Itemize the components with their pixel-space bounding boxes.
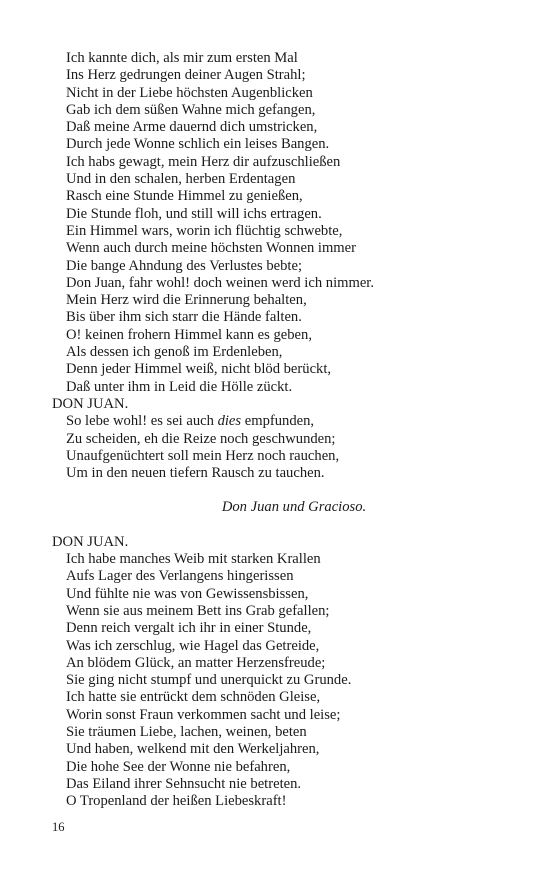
verse-line: Daß unter ihm in Leid die Hölle zückt. [66,378,293,395]
verse-line: Bis über ihm sich starr die Hände falten. [66,309,302,326]
verse-text [52,50,522,810]
verse-line: Ich hatte sie entrückt dem schnöden Gleise, [66,689,321,706]
verse-line: Worin sonst Fraun verkommen sacht und leise; [66,706,341,723]
verse-line: Zu scheiden, eh die Reize noch geschwunden; [66,430,336,447]
verse-line: Aufs Lager des Verlangens hingerissen [66,568,294,585]
verse-line: Als dessen ich genoß im Erdenleben, [66,344,283,361]
verse-line: Wenn sie aus meinem Bett ins Grab gefallen; [66,602,330,619]
verse-line: Sie ging nicht stumpf und unerquickt zu Grunde. [66,672,352,689]
verse-line: Was ich zerschlug, wie Hagel das Getreide, [66,637,320,654]
speech-don-juan-1 [52,396,522,482]
verse-line: Ins Herz gedrungen deiner Augen Strahl; [66,67,306,84]
verse-line: Ein Himmel wars, worin ich flüchtig schwebte, [66,222,343,239]
emphasized-word: dies [217,413,242,430]
verse-line: Ich habs gewagt, mein Herz dir aufzuschließen [66,153,341,170]
verse-line: Das Eiland ihrer Sehnsucht nie betreten. [66,775,302,792]
verse-line: An blödem Glück, an matter Herzensfreude; [66,654,326,671]
verse-line: Sie träumen Liebe, lachen, weinen, beten [66,723,307,740]
verse-line: Unaufgenüchtert soll mein Herz noch rauchen, [66,447,340,464]
verse-line: Die Stunde floh, und still will ichs ertragen. [66,205,322,222]
verse-line: Und haben, welkend mit den Werkeljahren, [66,741,320,758]
verse-line: Denn jeder Himmel weiß, nicht blöd berückt, [66,361,332,378]
verse-line-end: empfunden, [241,413,315,430]
stanza-1 [52,50,522,396]
verse-line: Um in den neuen tiefern Rausch zu tauchen. [66,465,325,482]
verse-line: Rasch eine Stunde Himmel zu genießen, [66,188,303,205]
verse-line: Ich kannte dich, als mir zum ersten Mal [66,50,298,66]
verse-line: Die hohe See der Wonne nie befahren, [66,758,291,775]
speech-don-juan-2 [52,534,522,811]
verse-line: Die bange Ahndung des Verlustes bebte; [66,257,303,274]
speaker-name: DON JUAN. [52,395,129,412]
verse-line [52,413,522,430]
verse-line: Und in den schalen, herben Erdentagen [66,171,296,188]
verse-line: Gab ich dem süßen Wahne mich gefangen, [66,101,316,118]
stage-direction: Don Juan und Gracioso. [221,499,367,516]
verse-line: Don Juan, fahr wohl! doch weinen werd ich nimmer. [66,274,375,291]
verse-line-start: So lebe wohl! es sei auch [66,413,218,430]
verse-line: Und fühlte nie was von Gewissensbissen, [66,585,309,602]
verse-line: Daß meine Arme dauernd dich umstricken, [66,119,318,136]
verse-line: Wenn auch durch meine höchsten Wonnen immer [66,240,356,257]
verse-line: Mein Herz wird die Erinnerung behalten, [66,292,307,309]
verse-line: Nicht in der Liebe höchsten Augenblicken [66,84,313,101]
verse-line: Denn reich vergalt ich ihr in einer Stunde, [66,620,312,637]
page-number: 16 [52,820,65,834]
verse-line: Durch jede Wonne schlich ein leises Bangen. [66,136,330,153]
verse-line: O Tropenland der heißen Liebeskraft! [66,793,287,810]
verse-line: Ich habe manches Weib mit starken Krallen [66,551,321,568]
verse-line: O! keinen frohern Himmel kann es geben, [66,326,312,343]
speaker-name: DON JUAN. [52,533,129,550]
